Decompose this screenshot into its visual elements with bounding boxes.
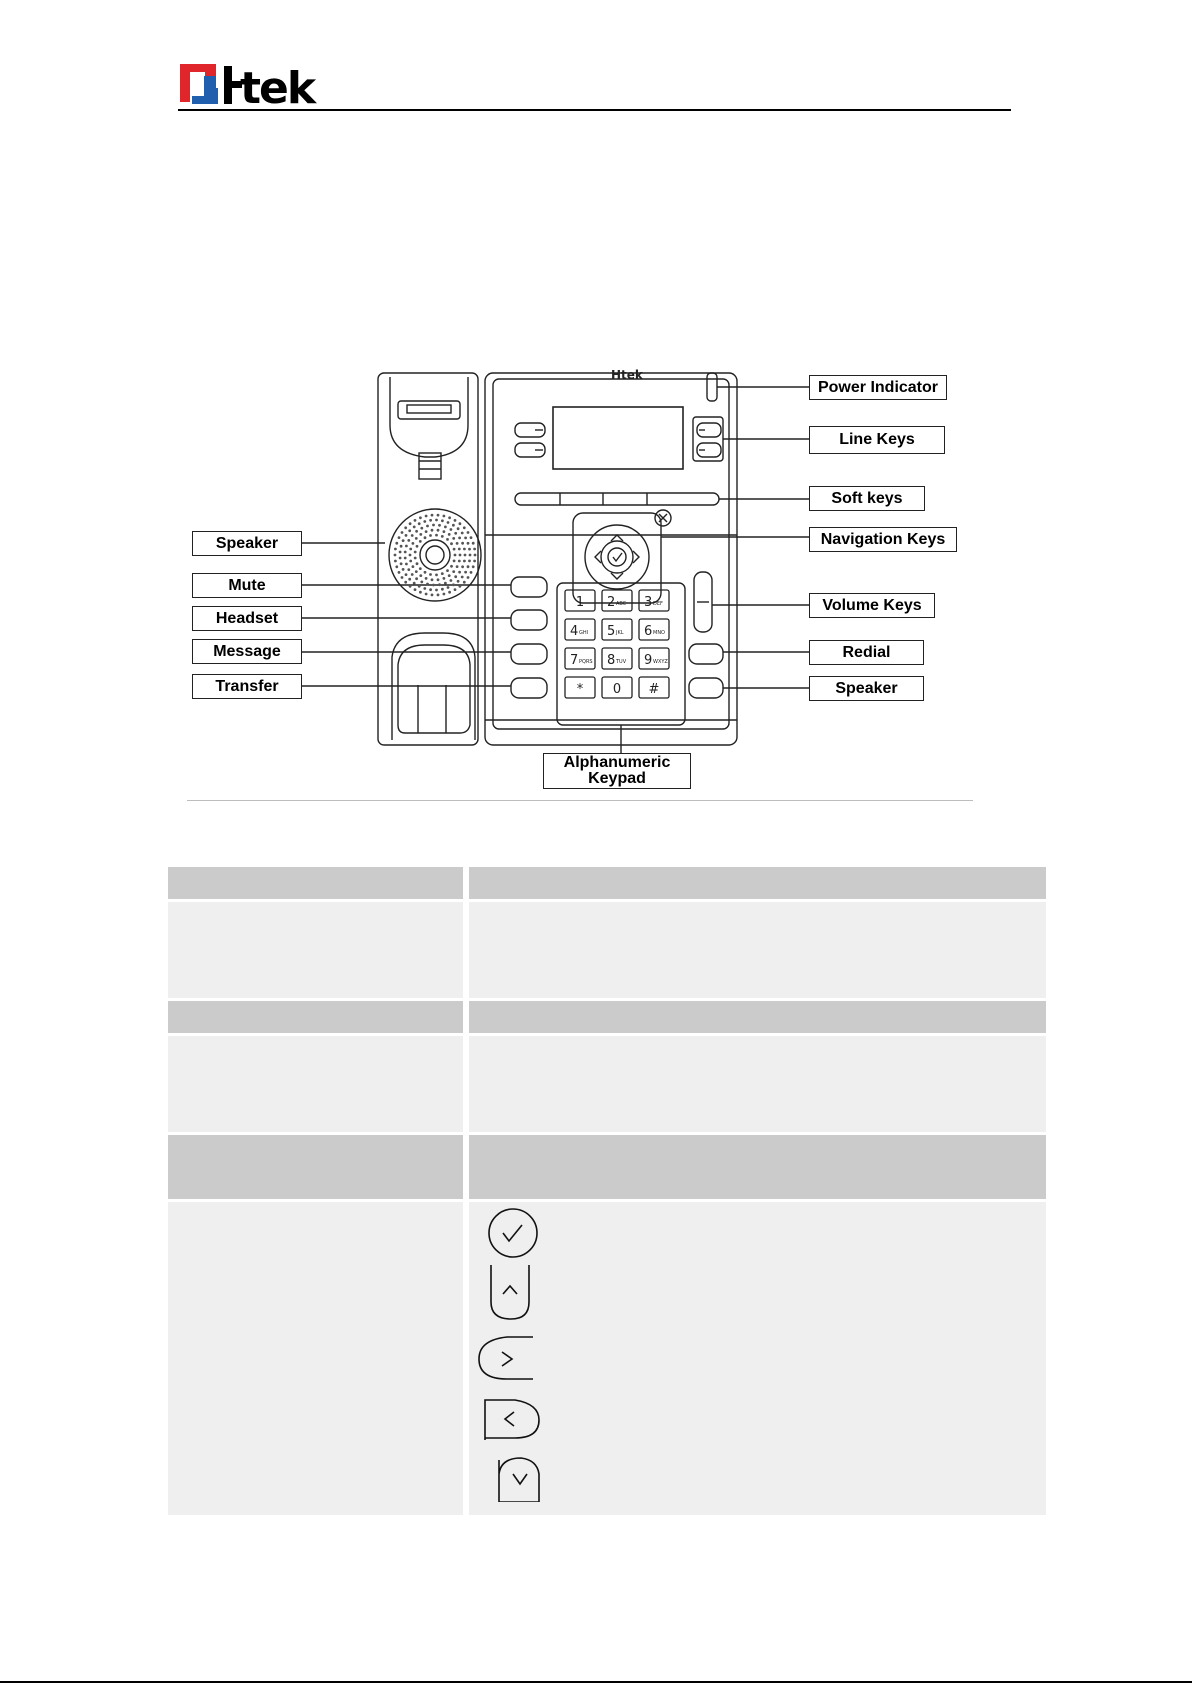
- table-row: [469, 902, 1046, 998]
- keypad-key-label: 9: [644, 653, 653, 668]
- right-arrow-icon: [479, 1337, 533, 1379]
- callout-transfer: Transfer: [192, 674, 302, 699]
- table-row: [168, 1202, 463, 1515]
- table-header-right: [469, 867, 1046, 899]
- callout-message: Message: [192, 639, 302, 664]
- table-row: [469, 1036, 1046, 1132]
- keypad-key-letters: WXYZ: [653, 659, 668, 665]
- keypad-key-letters: GHI: [579, 630, 589, 636]
- table-row: [168, 902, 463, 998]
- up-arrow-icon: [491, 1265, 529, 1319]
- keypad-key-label: 6: [644, 624, 653, 639]
- phone-logo: Htek: [611, 368, 643, 382]
- footer-rule: [0, 1681, 1192, 1683]
- keypad-key-letters: MNO: [653, 630, 665, 636]
- keypad-key-label: 4: [570, 624, 579, 639]
- keypad-key-label: 8: [607, 653, 616, 668]
- keypad-key-label: 3: [644, 595, 653, 610]
- callout-power-indicator: Power Indicator: [809, 375, 947, 400]
- keypad-key-label: *: [576, 682, 584, 697]
- nav-icons-column: [469, 1202, 549, 1502]
- table-row-nav-icons: [469, 1202, 1046, 1515]
- callout-headset: Headset: [192, 606, 302, 631]
- table-header-left: [168, 1001, 463, 1033]
- callout-line-keys: Line Keys: [809, 426, 945, 454]
- keypad-key-letters: ABC: [616, 601, 627, 607]
- table-header-left: [168, 1135, 463, 1199]
- phone-diagram: [185, 365, 985, 805]
- callout-keypad-line2: Keypad: [588, 770, 646, 787]
- callout-navigation-keys: Navigation Keys: [809, 527, 957, 552]
- header-rule: [178, 109, 1011, 111]
- keypad-key-label: #: [648, 682, 660, 697]
- table-header-right: [469, 1001, 1046, 1033]
- keypad-key-label: 2: [607, 595, 616, 610]
- table-header-right: [469, 1135, 1046, 1199]
- down-arrow-icon: [499, 1458, 539, 1502]
- table-header-left: [168, 867, 463, 899]
- htek-logo: [178, 62, 360, 106]
- keypad-key-label: 1: [575, 595, 585, 610]
- callout-alphanumeric-keypad: [543, 753, 691, 789]
- svg-text:tek: tek: [240, 63, 315, 106]
- diagram-rule: [187, 800, 973, 801]
- keys-table: [168, 867, 1046, 1517]
- callout-speaker-left: Speaker: [192, 531, 302, 556]
- callout-redial: Redial: [809, 640, 924, 665]
- keypad-key-label: 5: [607, 624, 616, 639]
- callout-keypad-line1: Alphanumeric: [563, 754, 671, 771]
- keypad-key-letters: PQRS: [579, 659, 593, 665]
- keypad-key-label: 7: [570, 653, 579, 668]
- keypad-key-label: 0: [612, 682, 622, 697]
- keypad-key-letters: DEF: [653, 601, 663, 607]
- callout-soft-keys: Soft keys: [809, 486, 925, 511]
- callout-mute: Mute: [192, 573, 302, 598]
- callout-volume-keys: Volume Keys: [809, 593, 935, 618]
- table-row: [168, 1036, 463, 1132]
- left-arrow-icon: [485, 1400, 539, 1440]
- keypad-key-letters: TUV: [616, 659, 627, 665]
- ok-icon: [489, 1209, 537, 1257]
- keypad-key-letters: JKL: [616, 630, 624, 636]
- callout-speaker-right: Speaker: [809, 676, 924, 701]
